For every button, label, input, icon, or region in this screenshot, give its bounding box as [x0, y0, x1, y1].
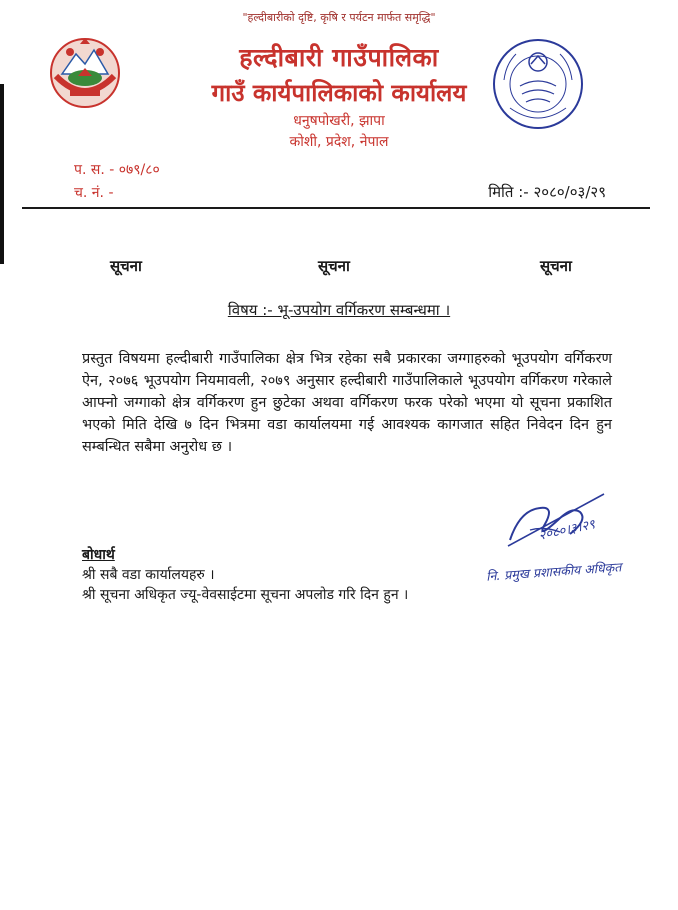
header-divider — [22, 207, 650, 209]
office-subtitle: गाउँ कार्यपालिकाको कार्यालय — [211, 79, 467, 107]
signatory-designation: नि. प्रमुख प्रशासकीय अधिकृत — [485, 559, 622, 584]
office-slogan: "हल्दीबारीको दृष्टि, कृषि र पर्यटन मार्फत समृद्धि" — [242, 11, 436, 24]
notice-subject — [0, 300, 678, 320]
notice-label-center: सूचना — [318, 257, 350, 275]
office-name: हल्दीबारी गाउँपालिका — [239, 43, 439, 72]
cc-recipient-1: श्री सबै वडा कार्यालयहरु । — [82, 567, 215, 583]
notice-label-right: सूचना — [540, 257, 572, 275]
signature-date: २०८०।३।२९ — [537, 517, 597, 544]
notice-body: प्रस्तुत विषयमा हल्दीबारी गाउँपालिका क्षेत्र भित्र रहेका सबै प्रकारका जग्गाहरुको भूउपयोग वर्गिकरण ऐन, २०७६ भूउपयोग नियमावली, २०७९ अनुसार हल्दीबारी गाउँपालिकाले भूउपयोग वर्गिकरण गरेकाले आफ्नो जग्गाको क्षेत्र वर्गिकरण हुन छुटेका अथवा वर्गिकरण फरक परेको भएमा यो सूचना प्रकाशित भएको मिति देखि ७ दिन भित्रमा वडा कार्यालयमा गई आवश्यक कागजात सहित निवेदन दिन हुन सम्बन्धित सबैमा अनुरोध छ । — [82, 351, 612, 455]
notice-label-left: सूचना — [110, 257, 142, 275]
address-line-1: धनुषपोखरी, झापा — [293, 113, 385, 129]
letter-date: मिति :- २०८०/०३/२९ — [488, 183, 606, 201]
address-line-2: कोशी, प्रदेश, नेपाल — [289, 134, 389, 150]
reference-number: प. स. - ०७९/८० — [74, 162, 160, 178]
dispatch-number: च. नं. - — [74, 185, 114, 201]
cc-recipient-2: श्री सूचना अधिकृत ज्यू-वेवसाईटमा सूचना अपलोड गरि दिन हुन । — [82, 587, 409, 603]
cc-title: बोधार्थ — [82, 547, 115, 563]
subject-text: विषय :- भू-उपयोग वर्गिकरण सम्बन्धमा । — [227, 301, 451, 319]
